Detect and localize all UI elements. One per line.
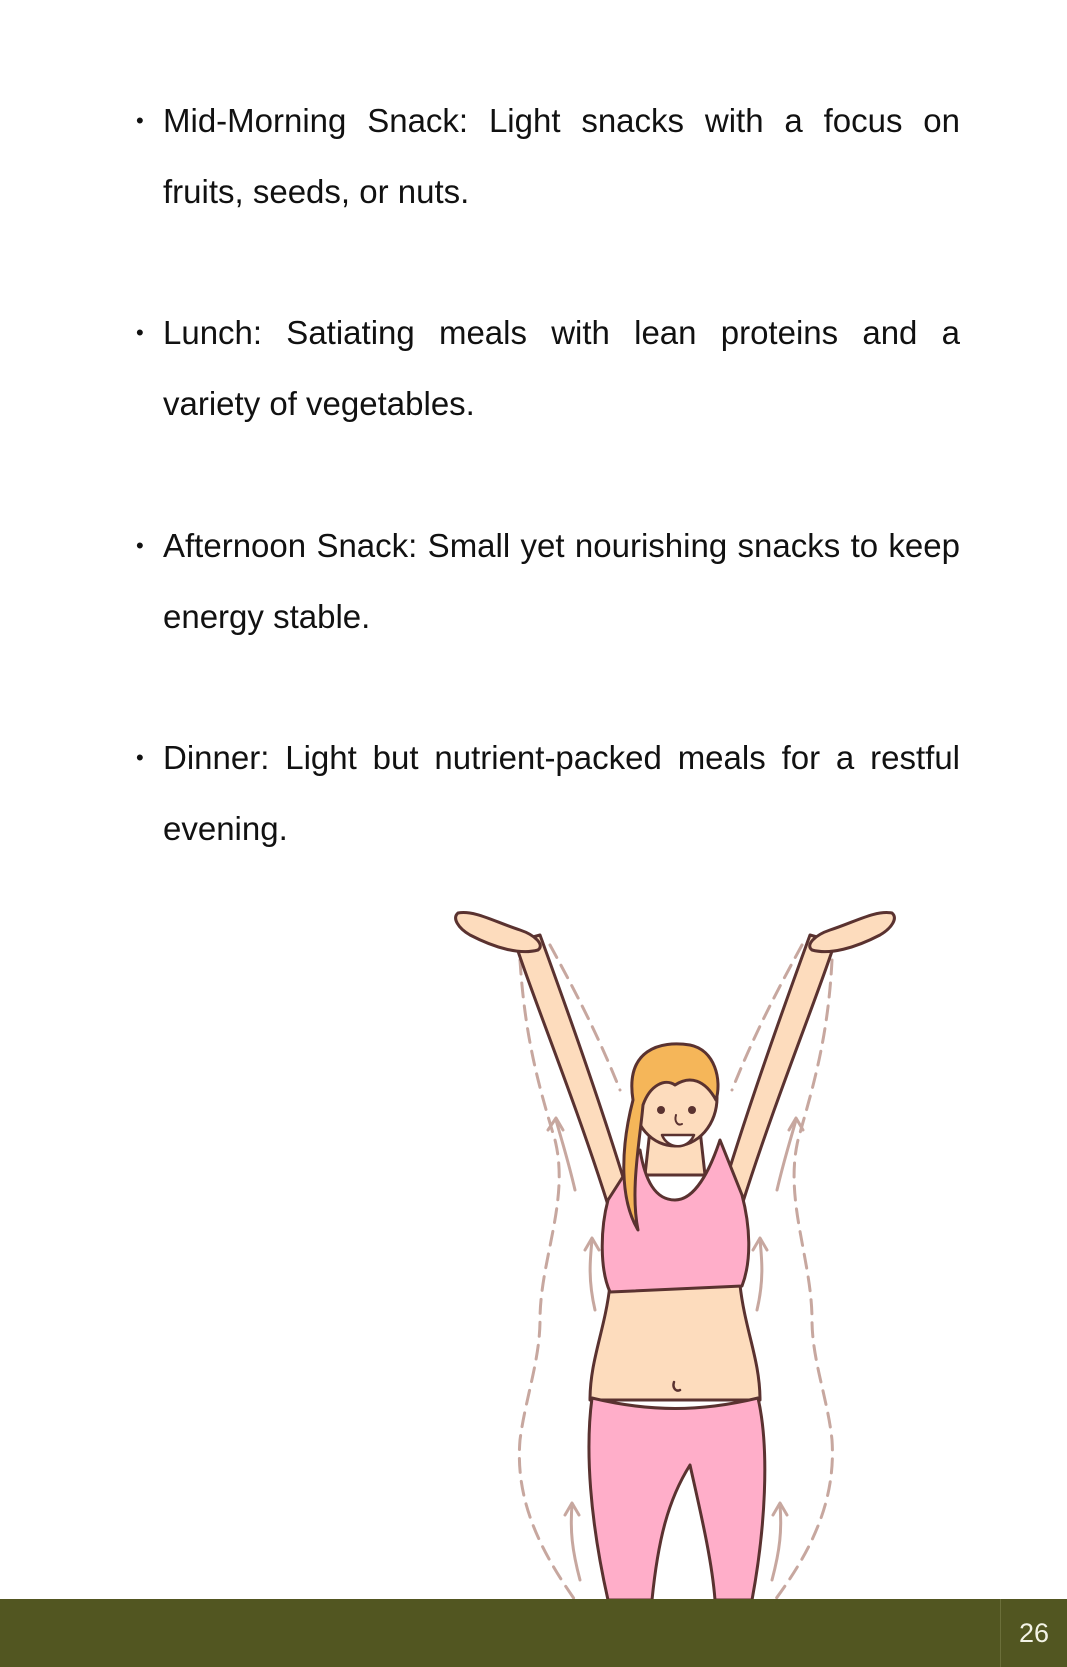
list-item: [136, 722, 960, 864]
list-item-text: Lunch: Satiating meals with lean proteins and a variety of vegetables.: [163, 314, 960, 422]
list-item: [136, 510, 960, 652]
bullet-icon: •: [136, 745, 144, 770]
bullet-icon: •: [136, 108, 144, 133]
list-item: [136, 85, 960, 227]
list-item-text: Afternoon Snack: Small yet nourishing snacks to keep energy stable.: [163, 527, 960, 635]
page-number: 26: [1000, 1599, 1067, 1667]
woman-stretching-arms-up-icon: [440, 900, 910, 1600]
list-item-text: Mid-Morning Snack: Light snacks with a focus on fruits, seeds, or nuts.: [163, 102, 960, 210]
list-item-text: Dinner: Light but nutrient-packed meals for a restful evening.: [163, 739, 960, 847]
bullet-icon: •: [136, 320, 144, 345]
footer-bar: [0, 1599, 1067, 1667]
bullet-icon: •: [136, 533, 144, 558]
woman-stretching-illustration: [440, 900, 910, 1600]
list-item: [136, 297, 960, 439]
